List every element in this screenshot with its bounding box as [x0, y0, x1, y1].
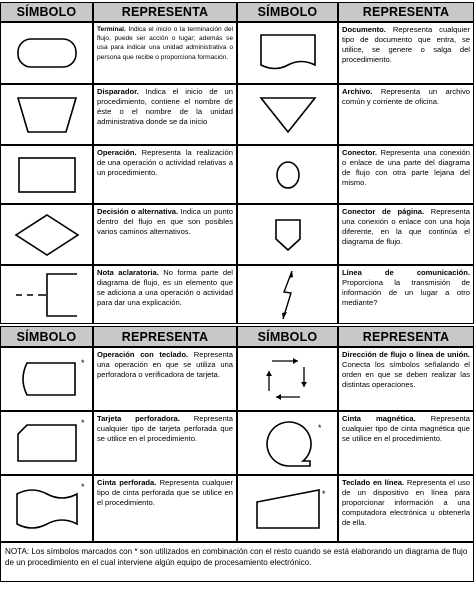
- definition: Representa la realización de una operación o actividad relativas a un procedimiento.: [97, 148, 233, 178]
- asterisk-mark: *: [322, 489, 326, 499]
- description-cell: [93, 411, 237, 475]
- definition: Representa una conexión o enlace de una parte del diagrama de flujo con otra parte lejana del mismo.: [342, 148, 470, 188]
- definition: Representa cualquier tipo de cinta magnética que se utilice en el procedimiento.: [342, 414, 471, 444]
- asterisk-mark: *: [81, 482, 85, 492]
- description-cell: [338, 84, 474, 145]
- page-connector-symbol-icon: [275, 219, 301, 251]
- symbol-cell: [237, 145, 338, 204]
- definition: Representa cualquier tipo de tarjeta perforada que se utilice en el procedimiento.: [97, 414, 233, 444]
- symbol-cell: [0, 411, 93, 475]
- header-represents-2: REPRESENTA: [338, 2, 474, 22]
- symbol-cell: [237, 265, 338, 324]
- asterisk-mark: *: [81, 418, 85, 428]
- header-represents-1: REPRESENTA: [93, 2, 237, 22]
- definition: Representa un archivo común y corriente de oficina.: [342, 87, 470, 107]
- term: Archivo.: [342, 87, 373, 96]
- description-cell: [338, 347, 474, 411]
- symbol-cell: [237, 475, 338, 542]
- term: Cinta magnética.: [342, 414, 416, 423]
- symbol-cell: [0, 347, 93, 411]
- description-cell: [93, 204, 237, 265]
- asterisk-mark: *: [318, 423, 322, 433]
- header-represents-3: REPRESENTA: [93, 326, 237, 347]
- description-cell: [338, 145, 474, 204]
- communication-line-symbol-icon: [278, 270, 298, 320]
- definition: Indica el inicio o la terminación del flujo, puede ser acción o lugar; además se usa para indicar una unidad administrativa o persona que recibe o proporciona formación.: [97, 26, 233, 61]
- decision-symbol-icon: [15, 214, 79, 256]
- description-cell: [93, 475, 237, 542]
- definition: No forma parte del diagrama de flujo, es un elemento que se adiciona a una operación o actividad para dar una explicación.: [97, 268, 233, 308]
- definition: Proporciona la transmisión de información de un lugar a otro mediante?: [342, 278, 470, 308]
- description-cell: [338, 411, 474, 475]
- definition: Conecta los símbolos señalando el orden en que se deben realizar las distintas operaciones.: [342, 360, 470, 390]
- description-cell: [93, 84, 237, 145]
- term: Dirección de flujo o línea de unión.: [342, 350, 470, 359]
- term: Decisión o alternativa.: [97, 207, 179, 216]
- term: Terminal.: [97, 26, 126, 33]
- header-symbol-4: SÍMBOLO: [237, 326, 338, 347]
- header-represents-4: REPRESENTA: [338, 326, 474, 347]
- symbol-cell: [237, 204, 338, 265]
- description-cell: [338, 265, 474, 324]
- symbol-cell: [237, 22, 338, 84]
- flow-direction-symbol-icon: [264, 357, 312, 401]
- symbol-cell: [0, 475, 93, 542]
- symbol-cell: [0, 145, 93, 204]
- term: Operación con teclado.: [97, 350, 189, 359]
- description-cell: [338, 22, 474, 84]
- description-cell: [93, 145, 237, 204]
- trigger-symbol-icon: [17, 97, 77, 133]
- definition: Representa una operación en que se utiliza una perforadora o verificadora de tarjeta.: [97, 350, 233, 380]
- operation-symbol-icon: [18, 157, 76, 193]
- definition: Indica un punto dentro del flujo en que son posibles varios caminos alternativos.: [97, 207, 234, 237]
- term: Documento.: [342, 25, 386, 34]
- term: Conector de página.: [342, 207, 425, 216]
- description-cell: [93, 265, 237, 324]
- symbol-cell: [0, 204, 93, 265]
- symbol-cell: [0, 84, 93, 145]
- punched-tape-symbol-icon: [16, 488, 78, 530]
- definition: Representa cualquier tipo de documento que entra, se utilice, se genere o salga del procedimiento.: [342, 25, 470, 65]
- definition: Representa una conexión o enlace con una hoja diferente, en la que continúa el diagrama de flujo.: [342, 207, 470, 247]
- description-cell: [93, 22, 237, 84]
- document-symbol-icon: [260, 34, 316, 72]
- header-symbol-2: SÍMBOLO: [237, 2, 338, 22]
- asterisk-mark: *: [81, 358, 85, 368]
- term: Operación.: [97, 148, 137, 157]
- connector-symbol-icon: [276, 161, 300, 189]
- description-cell: [338, 204, 474, 265]
- online-keyboard-symbol-icon: [256, 489, 320, 529]
- term: Tarjeta perforadora.: [97, 414, 180, 423]
- term: Disparador.: [97, 87, 139, 96]
- symbol-cell: [0, 265, 93, 324]
- header-symbol-1: SÍMBOLO: [0, 2, 93, 22]
- term: Teclado en línea.: [342, 478, 405, 487]
- terminal-symbol-icon: [17, 38, 77, 68]
- description-cell: [338, 475, 474, 542]
- description-cell: [93, 347, 237, 411]
- term: Cinta perforada.: [97, 478, 157, 487]
- header-symbol-3: SÍMBOLO: [0, 326, 93, 347]
- definition: Representa cualquier tipo de cinta perforada que se utilice en el procedimiento.: [97, 478, 233, 508]
- symbol-cell: [237, 347, 338, 411]
- annotation-symbol-icon: [15, 273, 79, 317]
- term: Nota aclaratoria.: [97, 268, 159, 277]
- symbol-cell: [0, 22, 93, 84]
- footnote: NOTA: Los símbolos marcados con * son utilizados en combinación con el resto cuando se está elaborando un diagrama de flujo de un procedimiento en el cual interviene algún equipo de procesamiento electrónico.: [0, 542, 474, 582]
- term: Conector.: [342, 148, 378, 157]
- definition: Indica el inicio de un procedimiento, contiene el nombre de éste o el nombre de la unidad administrativa donde se da inicio: [97, 87, 233, 127]
- archive-symbol-icon: [260, 97, 316, 133]
- symbol-cell: [237, 411, 338, 475]
- keyboard-operation-symbol-icon: [18, 362, 76, 396]
- definition: Representa el uso de un dispositivo en línea para proporcionar información a una computadora electrónica u obtenerla de ella.: [342, 478, 470, 528]
- symbol-cell: [237, 84, 338, 145]
- term: Línea de comunicación.: [342, 268, 470, 277]
- magnetic-tape-symbol-icon: [263, 419, 313, 467]
- punched-card-symbol-icon: [17, 424, 77, 462]
